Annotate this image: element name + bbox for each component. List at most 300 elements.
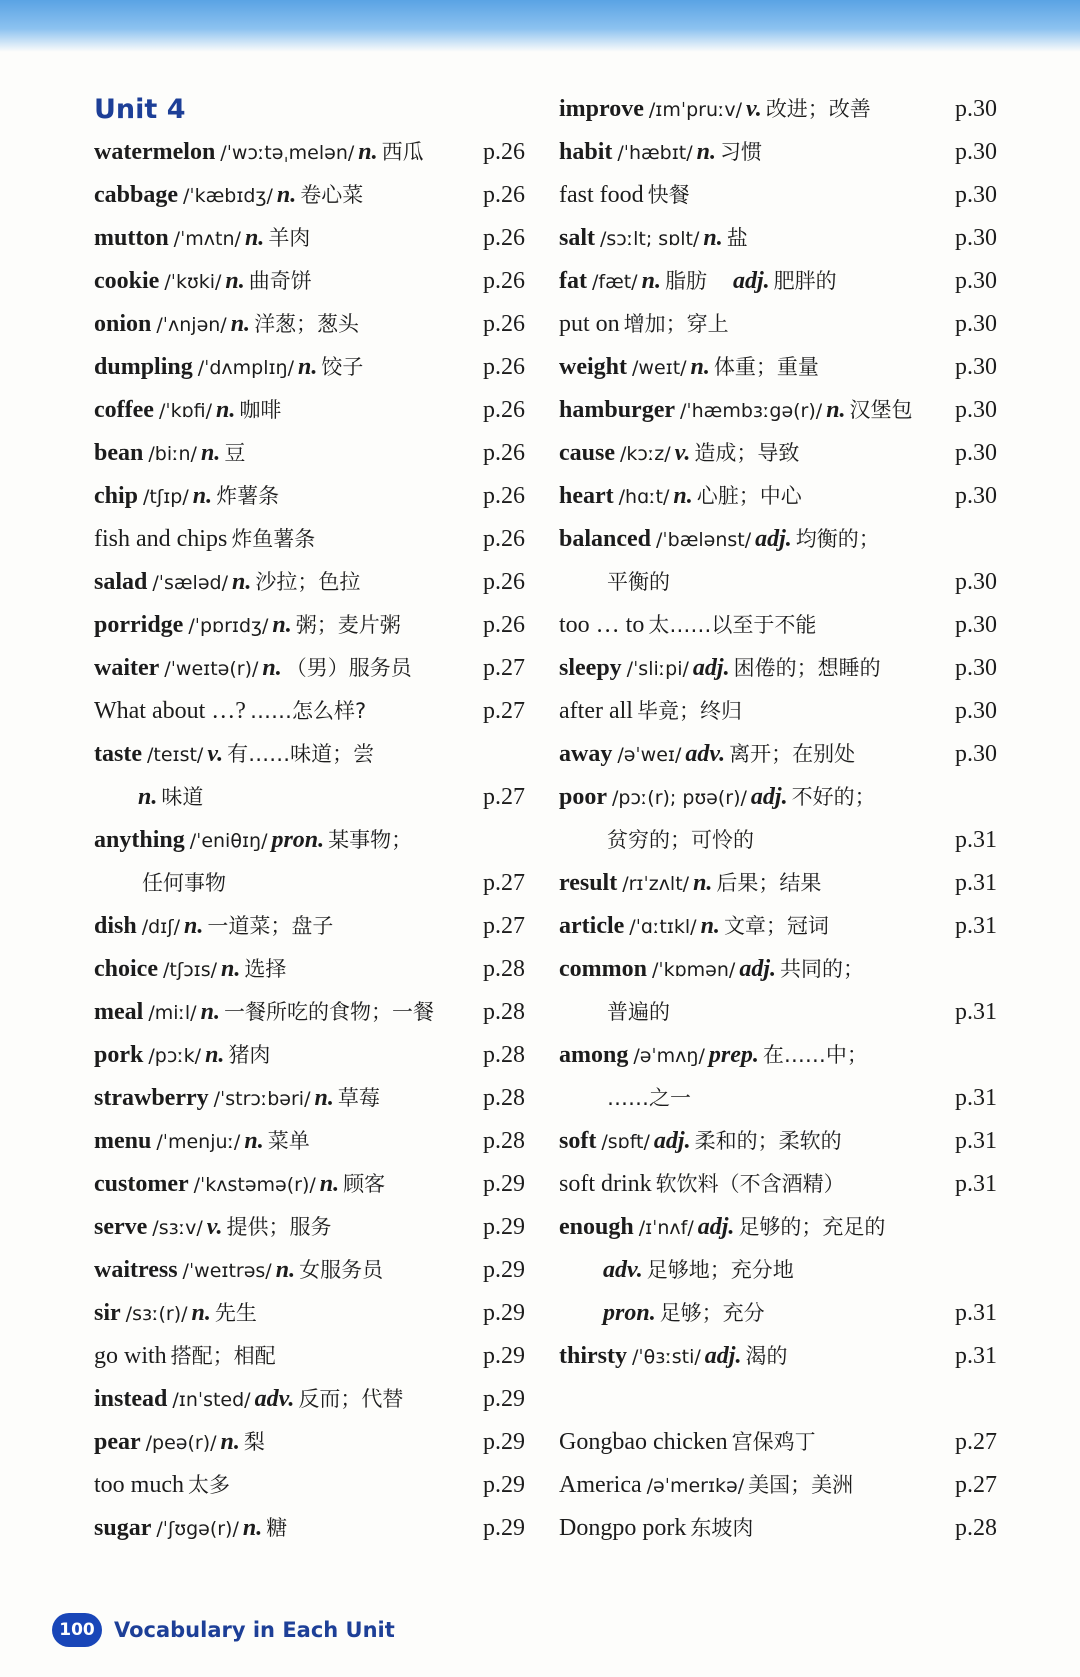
entry-word: pear <box>94 1429 141 1455</box>
entry-word: waitress <box>94 1257 178 1283</box>
entry-meaning: 任何事物 <box>142 871 226 895</box>
vocab-entry <box>559 303 997 346</box>
vocab-entry <box>94 346 524 389</box>
entry-phonetic: /ˈeniθɪŋ/ <box>189 830 268 852</box>
entry-phonetic: /pɔːk/ <box>148 1045 202 1067</box>
entry-word: result <box>559 870 618 896</box>
entry-word: coffee <box>94 397 154 423</box>
entry-meaning: 顾客 <box>343 1172 386 1196</box>
entry-page: p.29 <box>483 1386 525 1412</box>
vocab-entry <box>559 1464 997 1507</box>
entry-word: away <box>559 741 613 767</box>
entry-meaning: 美国；美洲 <box>748 1473 854 1497</box>
vocab-entry <box>94 518 524 561</box>
entry-phonetic: /sɒft/ <box>601 1131 650 1153</box>
entry-phonetic: /ˈwɔːtəˌmelən/ <box>220 142 355 164</box>
vocab-entry <box>94 475 524 518</box>
entry-word: salt <box>559 225 595 251</box>
entry-page: p.31 <box>955 827 997 853</box>
entry-page: p.30 <box>955 698 997 724</box>
entry-word: meal <box>94 999 144 1025</box>
vocab-entry <box>559 260 997 303</box>
vocab-entry <box>94 1206 524 1249</box>
vocab-entry-continuation <box>94 776 524 819</box>
vocab-entry <box>559 88 997 131</box>
entry-page: p.28 <box>955 1515 997 1541</box>
entry-word: cookie <box>94 268 160 294</box>
entry-part-of-speech: n. <box>200 440 221 466</box>
entry-page: p.31 <box>955 1128 997 1154</box>
entry-meaning: 沙拉；色拉 <box>255 570 361 594</box>
vocab-entry <box>94 1378 524 1421</box>
entry-page: p.30 <box>955 569 997 595</box>
entry-page: p.30 <box>955 311 997 337</box>
entry-page: p.31 <box>955 1085 997 1111</box>
entry-phonetic: /weɪt/ <box>632 357 687 379</box>
entry-meaning: 咖啡 <box>239 398 282 422</box>
entry-phonetic: /sɜːv/ <box>152 1217 203 1239</box>
entry-meaning: 草莓 <box>337 1086 380 1110</box>
entry-meaning: 离开；在别处 <box>729 742 856 766</box>
entry-meaning: 毕竟；终归 <box>636 699 742 723</box>
entry-phonetic: /tʃɪp/ <box>143 486 189 508</box>
vocab-entry <box>94 604 524 647</box>
entry-phonetic: /ˈhæmbɜːgə(r)/ <box>680 400 823 422</box>
entry-part-of-speech: n. <box>225 268 245 294</box>
entry-page: p.28 <box>483 956 525 982</box>
entry-meaning: 体重；重量 <box>713 355 819 379</box>
entry-phonetic: /tʃɔɪs/ <box>162 959 218 981</box>
entry-meaning: 一道菜；盘子 <box>207 914 334 938</box>
entry-meaning: 困倦的；想睡的 <box>733 656 881 680</box>
entry-word: chip <box>94 483 139 509</box>
entry-phonetic: /ˈmʌtn/ <box>173 228 241 250</box>
vocab-entry <box>94 733 524 776</box>
entry-page: p.30 <box>955 655 997 681</box>
entry-meaning: 贫穷的；可怜的 <box>607 828 754 852</box>
entry-part-of-speech: n. <box>200 999 220 1025</box>
entry-word: improve <box>559 96 644 122</box>
entry-word: go with <box>94 1343 167 1369</box>
entry-meaning: 足够；充分 <box>659 1301 765 1325</box>
entry-meaning: 卷心菜 <box>300 183 364 207</box>
entry-meaning: 软饮料（不含酒精） <box>655 1172 845 1196</box>
vocab-entry <box>94 690 524 733</box>
entry-meaning: 东坡肉 <box>690 1516 754 1540</box>
entry-meaning: 心脏；中心 <box>696 484 802 508</box>
footer-title: Vocabulary in Each Unit <box>114 1618 395 1642</box>
vocab-entry <box>94 1507 524 1550</box>
entry-word: instead <box>94 1386 168 1412</box>
entry-word: anything <box>94 827 185 853</box>
vocab-entry <box>94 1077 524 1120</box>
entry-part-of-speech: adj. <box>750 784 788 810</box>
entry-phonetic: /pɔː(r); pʊə(r)/ <box>612 787 747 809</box>
top-color-band <box>0 0 1080 52</box>
entry-word: habit <box>559 139 613 165</box>
entry-part-of-speech: n. <box>319 1171 340 1197</box>
entry-page: p.29 <box>483 1429 525 1455</box>
entry-page: p.28 <box>483 1042 525 1068</box>
entry-phonetic: /ˈkʌstəmə(r)/ <box>193 1174 316 1196</box>
entry-page: p.27 <box>483 784 525 810</box>
entry-page: p.31 <box>955 1300 997 1326</box>
entry-meaning-2: 肥胖的 <box>773 269 837 293</box>
entry-page: p.29 <box>483 1515 525 1541</box>
entry-page: p.30 <box>955 612 997 638</box>
entry-part-of-speech: pron. <box>271 827 325 853</box>
vocab-entry <box>94 647 524 690</box>
entry-page: p.31 <box>955 1343 997 1369</box>
entry-word: dumpling <box>94 354 193 380</box>
entry-meaning: 饺子 <box>321 355 364 379</box>
entry-phonetic: /peə(r)/ <box>145 1432 217 1454</box>
entry-page: p.29 <box>483 1300 525 1326</box>
vocab-entry <box>559 604 997 647</box>
entry-meaning: 太……以至于不能 <box>648 613 817 637</box>
entry-phonetic: /sɔːlt; sɒlt/ <box>600 228 700 250</box>
vocab-entry <box>94 389 524 432</box>
entry-word: sleepy <box>559 655 622 681</box>
entry-part-of-speech: n. <box>191 1300 211 1326</box>
entry-phonetic: /rɪˈzʌlt/ <box>622 873 690 895</box>
entry-part-of-speech: adj. <box>755 526 792 552</box>
entry-meaning: ……怎么样? <box>249 699 367 723</box>
vocab-column-right <box>559 88 997 1550</box>
vocab-entry <box>94 991 524 1034</box>
entry-word: taste <box>94 741 142 767</box>
vocab-entry <box>559 518 997 561</box>
vocab-entry <box>94 131 524 174</box>
entry-meaning: 猪肉 <box>228 1043 271 1067</box>
entry-meaning: 女服务员 <box>299 1258 384 1282</box>
entry-meaning: 先生 <box>214 1301 257 1325</box>
entry-page: p.30 <box>955 397 997 423</box>
entry-page: p.27 <box>483 913 525 939</box>
entry-word: fast food <box>559 182 644 208</box>
entry-phonetic: /ˈpɒrɪdʒ/ <box>188 615 269 637</box>
entry-meaning: 渴的 <box>745 1344 788 1368</box>
entry-meaning: 炸薯条 <box>216 484 280 508</box>
entry-word: soft <box>559 1128 597 1154</box>
entry-word: fish and chips <box>94 526 228 552</box>
entry-word: balanced <box>559 526 652 552</box>
vocab-entry <box>559 217 997 260</box>
entry-word: weight <box>559 354 627 380</box>
entry-meaning: 曲奇饼 <box>248 269 312 293</box>
entry-phonetic: /əˈmʌŋ/ <box>633 1045 705 1067</box>
entry-word: soft drink <box>559 1171 652 1197</box>
blank-row <box>559 1378 997 1421</box>
entry-meaning: （男）服务员 <box>285 656 412 680</box>
vocab-entry <box>559 1335 997 1378</box>
entry-part-of-speech: v. <box>207 741 224 767</box>
entry-part-of-speech: adj. <box>697 1214 735 1240</box>
entry-word: porridge <box>94 612 184 638</box>
entry-part-of-speech: n. <box>262 655 282 681</box>
entry-page: p.31 <box>955 870 997 896</box>
entry-meaning: 味道 <box>161 785 204 809</box>
entry-meaning: 足够地；充分地 <box>646 1258 794 1282</box>
entry-meaning: 脂肪 <box>664 269 707 293</box>
entry-part-of-speech: adj. <box>704 1343 742 1369</box>
entry-word: cause <box>559 440 615 466</box>
entry-word: Dongpo pork <box>559 1515 687 1541</box>
vocab-entry <box>559 1163 997 1206</box>
entry-page: p.29 <box>483 1343 525 1369</box>
entry-part-of-speech: adv. <box>685 741 726 767</box>
entry-part-of-speech: n. <box>138 784 158 810</box>
entry-word: fat <box>559 268 587 294</box>
vocab-entry <box>94 948 524 991</box>
vocab-entry <box>94 561 524 604</box>
vocab-entry <box>94 1163 524 1206</box>
entry-phonetic: /biːn/ <box>148 443 197 465</box>
entry-part-of-speech: v. <box>206 1214 223 1240</box>
entry-part-of-speech: adj. <box>692 655 730 681</box>
entry-page: p.26 <box>483 569 525 595</box>
entry-part-of-speech: n. <box>230 311 251 337</box>
vocab-entry <box>559 690 997 733</box>
entry-page: p.30 <box>955 741 997 767</box>
entry-page: p.26 <box>483 268 525 294</box>
entry-word: too … to <box>559 612 645 638</box>
vocab-entry <box>94 1421 524 1464</box>
entry-phonetic: /əˈweɪ/ <box>617 744 682 766</box>
entry-part-of-speech: n. <box>231 569 252 595</box>
entry-word: strawberry <box>94 1085 209 1111</box>
vocab-entry-continuation <box>559 561 997 604</box>
vocab-entry <box>559 432 997 475</box>
entry-meaning: 汉堡包 <box>849 398 913 422</box>
entry-meaning: 选择 <box>244 957 287 981</box>
entry-part-of-speech: n. <box>703 225 723 251</box>
vocab-entry <box>559 1206 997 1249</box>
entry-phonetic: /ˈsliːpi/ <box>626 658 689 680</box>
entry-part-of-speech: n. <box>221 956 241 982</box>
vocab-entry <box>94 260 524 303</box>
entry-page: p.30 <box>955 182 997 208</box>
entry-page: p.28 <box>483 1128 525 1154</box>
entry-phonetic: /ˈkæbɪdʒ/ <box>183 185 273 207</box>
entry-word: salad <box>94 569 148 595</box>
entry-meaning: 某事物； <box>328 828 413 852</box>
entry-phonetic: /ˈbælənst/ <box>656 529 752 551</box>
entry-meaning: ……之一 <box>607 1086 691 1110</box>
entry-meaning: 反而；代替 <box>298 1387 404 1411</box>
entry-part-of-speech: n. <box>673 483 693 509</box>
entry-word: too much <box>94 1472 184 1498</box>
entry-phonetic: /ˈstrɔːbəri/ <box>213 1088 311 1110</box>
entry-word: common <box>559 956 647 982</box>
vocab-entry <box>94 819 524 862</box>
vocab-entry <box>559 131 997 174</box>
entry-phonetic: /ˈhæbɪt/ <box>617 142 693 164</box>
entry-page: p.27 <box>955 1472 997 1498</box>
entry-phonetic: /ˈkɒfi/ <box>158 400 213 422</box>
entry-page: p.26 <box>483 225 525 251</box>
entry-part-of-speech: n. <box>220 1429 240 1455</box>
entry-phonetic: /hɑːt/ <box>618 486 670 508</box>
entry-part-of-speech: n. <box>826 397 846 423</box>
vocab-entry <box>94 432 524 475</box>
entry-meaning: 梨 <box>243 1430 265 1454</box>
entry-phonetic: /əˈmerɪkə/ <box>646 1475 745 1497</box>
vocab-entry <box>559 862 997 905</box>
entry-page: p.27 <box>483 870 525 896</box>
entry-page: p.26 <box>483 612 525 638</box>
entry-part-of-speech: n. <box>700 913 720 939</box>
entry-page: p.26 <box>483 354 525 380</box>
entry-word: customer <box>94 1171 189 1197</box>
entry-word: cabbage <box>94 182 178 208</box>
entry-page: p.31 <box>955 999 997 1025</box>
vocab-entry <box>94 1292 524 1335</box>
entry-page: p.31 <box>955 913 997 939</box>
vocab-entry-continuation <box>559 819 997 862</box>
entry-phonetic: /ˈmenjuː/ <box>156 1131 241 1153</box>
entry-phonetic: /teɪst/ <box>146 744 204 766</box>
vocab-entry <box>559 1421 997 1464</box>
entry-phonetic: /dɪʃ/ <box>141 916 181 938</box>
entry-meaning: 有……味道；尝 <box>227 742 375 766</box>
entry-word: dish <box>94 913 137 939</box>
entry-meaning: 习惯 <box>720 140 763 164</box>
entry-meaning: 西瓜 <box>381 140 424 164</box>
entry-part-of-speech: n. <box>244 1128 264 1154</box>
entry-page: p.30 <box>955 440 997 466</box>
entry-part-of-speech: v. <box>674 440 691 466</box>
vocab-entry <box>559 475 997 518</box>
entry-part-of-speech: n. <box>696 139 717 165</box>
entry-meaning: 均衡的； <box>795 527 880 551</box>
page-number-badge: 100 <box>52 1613 102 1647</box>
entry-phonetic: /ɪmˈpruːv/ <box>648 99 743 121</box>
vocab-entry <box>559 905 997 948</box>
entry-meaning: 提供；服务 <box>226 1215 332 1239</box>
vocab-entry <box>559 948 997 991</box>
entry-meaning: 菜单 <box>267 1129 310 1153</box>
entry-part-of-speech: n. <box>298 354 318 380</box>
entry-phonetic: /ˈsæləd/ <box>152 572 228 594</box>
entry-meaning: 洋葱；葱头 <box>254 312 360 336</box>
vocab-entry <box>559 1034 997 1077</box>
entry-meaning: 炸鱼薯条 <box>231 527 316 551</box>
entry-phonetic: /miːl/ <box>148 1002 197 1024</box>
entry-page: p.26 <box>483 397 525 423</box>
vocab-entry <box>559 1507 997 1550</box>
vocab-entry-continuation <box>559 1249 997 1292</box>
entry-phonetic: /ˈweɪtrəs/ <box>182 1260 272 1282</box>
entry-part-of-speech: n. <box>276 182 297 208</box>
vocab-entry <box>94 1464 524 1507</box>
entry-meaning: 增加；穿上 <box>623 312 729 336</box>
entry-phonetic: /ˈʌnjən/ <box>156 314 227 336</box>
entry-page: p.27 <box>955 1429 997 1455</box>
unit-heading <box>94 88 524 131</box>
vocab-entry-continuation <box>559 1292 997 1335</box>
entry-page: p.30 <box>955 96 997 122</box>
entry-part-of-speech: n. <box>693 870 713 896</box>
entry-meaning: 普遍的 <box>607 1000 670 1024</box>
entry-meaning: 后果；结果 <box>716 871 822 895</box>
entry-part-of-speech: n. <box>216 397 236 423</box>
vocab-entry <box>559 174 997 217</box>
entry-phonetic: /ˈkɒmən/ <box>651 959 736 981</box>
vocab-entry <box>94 303 524 346</box>
entry-word: sugar <box>94 1515 152 1541</box>
entry-word: menu <box>94 1128 152 1154</box>
entry-meaning: 粥；麦片粥 <box>295 613 401 637</box>
vocab-entry-continuation <box>94 862 524 905</box>
entry-meaning: 柔和的；柔软的 <box>694 1129 842 1153</box>
entry-part-of-speech: n. <box>314 1085 334 1111</box>
entry-phonetic: /ˈkʊki/ <box>164 271 222 293</box>
vocab-entry <box>94 174 524 217</box>
entry-part-of-speech-2: adj. <box>732 268 770 294</box>
vocab-entry <box>559 389 997 432</box>
entry-meaning: 太多 <box>188 1473 230 1497</box>
entry-meaning: 造成；导致 <box>694 441 800 465</box>
vocab-entry-continuation <box>559 991 997 1034</box>
entry-word: among <box>559 1042 629 1068</box>
entry-part-of-speech: n. <box>192 483 213 509</box>
entry-part-of-speech: n. <box>242 1515 263 1541</box>
vocab-entry <box>94 1249 524 1292</box>
entry-page: p.29 <box>483 1214 525 1240</box>
entry-meaning: 糖 <box>266 1516 288 1540</box>
entry-word: hamburger <box>559 397 675 423</box>
entry-part-of-speech: n. <box>690 354 710 380</box>
entry-page: p.28 <box>483 999 525 1025</box>
entry-page: p.30 <box>955 139 997 165</box>
entry-part-of-speech: prep. <box>708 1042 759 1068</box>
entry-meaning: 快餐 <box>647 183 690 207</box>
entry-page: p.28 <box>483 1085 525 1111</box>
entry-meaning: 一餐所吃的食物；一餐 <box>223 1000 434 1024</box>
vocab-entry <box>559 346 997 389</box>
entry-word: onion <box>94 311 152 337</box>
entry-part-of-speech: n. <box>272 612 292 638</box>
vocab-entry <box>94 1034 524 1077</box>
vocab-entry <box>94 217 524 260</box>
vocab-entry <box>559 733 997 776</box>
entry-word: heart <box>559 483 614 509</box>
entry-meaning: 不好的； <box>791 785 876 809</box>
entry-phonetic: /ˈɑːtɪkl/ <box>629 916 697 938</box>
entry-part-of-speech: v. <box>746 96 762 122</box>
entry-meaning: 盐 <box>726 226 748 250</box>
entry-meaning: 足够的；充足的 <box>738 1215 886 1239</box>
entry-page: p.26 <box>483 182 525 208</box>
entry-part-of-speech: adj. <box>739 956 776 982</box>
entry-page: p.26 <box>483 483 525 509</box>
unit-title: Unit 4 <box>94 94 186 125</box>
entry-page: p.30 <box>955 483 997 509</box>
entry-phonetic: /ˈweɪtə(r)/ <box>164 658 259 680</box>
entry-word: waiter <box>94 655 160 681</box>
entry-phonetic: /ˈdʌmplɪŋ/ <box>197 357 294 379</box>
entry-word: after all <box>559 698 633 724</box>
entry-part-of-speech: adv. <box>603 1257 643 1283</box>
vocab-entry-continuation <box>559 1077 997 1120</box>
entry-meaning: 共同的； <box>780 957 864 981</box>
entry-meaning: 羊肉 <box>268 226 311 250</box>
entry-meaning: 搭配；相配 <box>170 1344 276 1368</box>
entry-page: p.29 <box>483 1257 525 1283</box>
entry-word: mutton <box>94 225 169 251</box>
entry-word: sir <box>94 1300 121 1326</box>
